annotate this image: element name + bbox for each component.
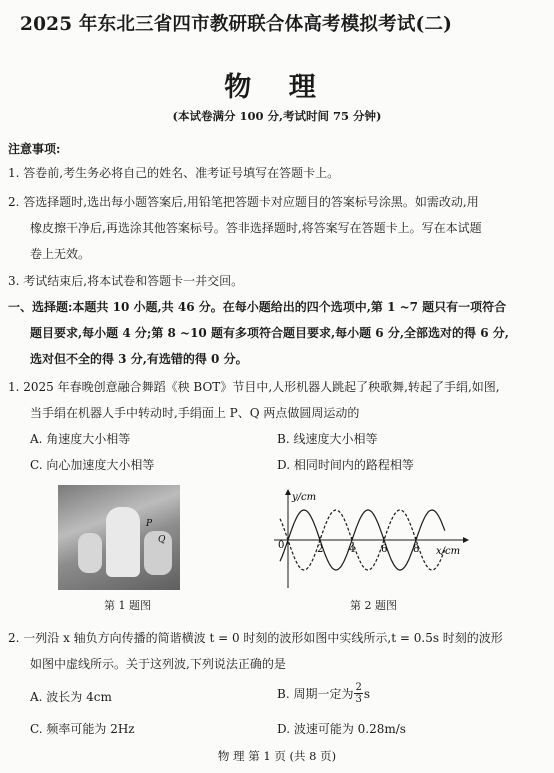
notice-item-1: 1. 答卷前,考生务必将自己的姓名、准考证号填写在答题卡上。 xyxy=(8,166,340,180)
notice-item-2-line-3: 卷上无效。 xyxy=(30,247,91,261)
point-p-label: P xyxy=(146,519,153,529)
question-2-line-1: 2. 一列沿 x 轴负方向传播的简谐横波 t = 0 时刻的波形如图中实线所示,t = 0.5s 时刻的波形 xyxy=(8,631,503,645)
option-b-unit: s xyxy=(363,686,370,701)
page-footer: 物 理 第 1 页 (共 8 页) xyxy=(217,749,337,763)
x-tick-label-6: 6 xyxy=(381,544,388,555)
fraction-numerator: 2 xyxy=(355,682,362,693)
question-2-line-2: 如图中虚线所示。关于这列波,下列说法正确的是 xyxy=(30,657,286,671)
exam-title: 2025 年东北三省四市教研联合体高考模拟考试(二) xyxy=(20,14,453,35)
point-q-label: Q xyxy=(158,535,166,545)
question-2-option-b xyxy=(277,682,370,705)
x-axis-label: x/cm xyxy=(436,546,461,557)
figure-1-caption: 第 1 题图 xyxy=(104,599,151,612)
figure-2-caption: 第 2 题图 xyxy=(350,599,397,612)
option-b-prefix: B. 周期一定为 xyxy=(277,687,354,701)
period-fraction xyxy=(354,682,362,705)
question-1-line-2: 当手绢在机器人手中转动时,手绢面上 P、Q 两点做圆周运动的 xyxy=(30,406,360,420)
question-1-option-d: D. 相同时间内的路程相等 xyxy=(277,458,414,472)
notice-item-2-line-1: 2. 答选择题时,选出每小题答案后,用铅笔把答题卡对应题目的答案标号涂黑。如需改动,用 xyxy=(8,195,479,209)
question-1-option-a: A. 角速度大小相等 xyxy=(30,432,131,446)
question-2-option-a: A. 波长为 4cm xyxy=(30,690,112,704)
question-2-option-c: C. 频率可能为 2Hz xyxy=(30,722,135,736)
x-tick-label-2: 2 xyxy=(317,544,324,555)
origin-label: 0 xyxy=(278,540,285,551)
section-1-line-3: 选对但不全的得 3 分,有选错的得 0 分。 xyxy=(30,352,248,366)
exam-info: (本试卷满分 100 分,考试时间 75 分钟) xyxy=(172,109,382,123)
notice-heading: 注意事项: xyxy=(8,142,61,156)
notice-item-2-line-2: 橡皮擦干净后,再选涂其他答案标号。答非选择题时,将答案写在答题卡上。写在本试题 xyxy=(30,221,482,235)
robot-dance-photo xyxy=(58,485,180,590)
question-1-option-b: B. 线速度大小相等 xyxy=(277,432,378,446)
question-1-option-c: C. 向心加速度大小相等 xyxy=(30,458,155,472)
fraction-denominator: 3 xyxy=(355,694,362,705)
subject-title: 物 理 xyxy=(224,72,330,103)
question-2-option-d: D. 波速可能为 0.28m/s xyxy=(277,722,406,736)
x-tick-label-8: 8 xyxy=(413,544,420,555)
question-1-line-1: 1. 2025 年春晚创意融合舞蹈《秧 BOT》节目中,人形机器人跳起了秧歌舞,转起了手绢,如图, xyxy=(8,380,500,394)
section-1-line-1: 一、选择题:本题共 10 小题,共 46 分。在每小题给出的四个选项中,第 1 ~7 题只有一项符合 xyxy=(8,300,507,314)
section-1-line-2: 题目要求,每小题 4 分;第 8 ~10 题有多项符合题目要求,每小题 6 分,全部选对的得 6 分, xyxy=(30,326,509,340)
x-tick-label-4: 4 xyxy=(349,544,356,555)
notice-item-3: 3. 考试结束后,将本试卷和答题卡一并交回。 xyxy=(8,274,244,288)
y-axis-label: y/cm xyxy=(292,492,317,503)
wave-graph xyxy=(268,484,478,592)
